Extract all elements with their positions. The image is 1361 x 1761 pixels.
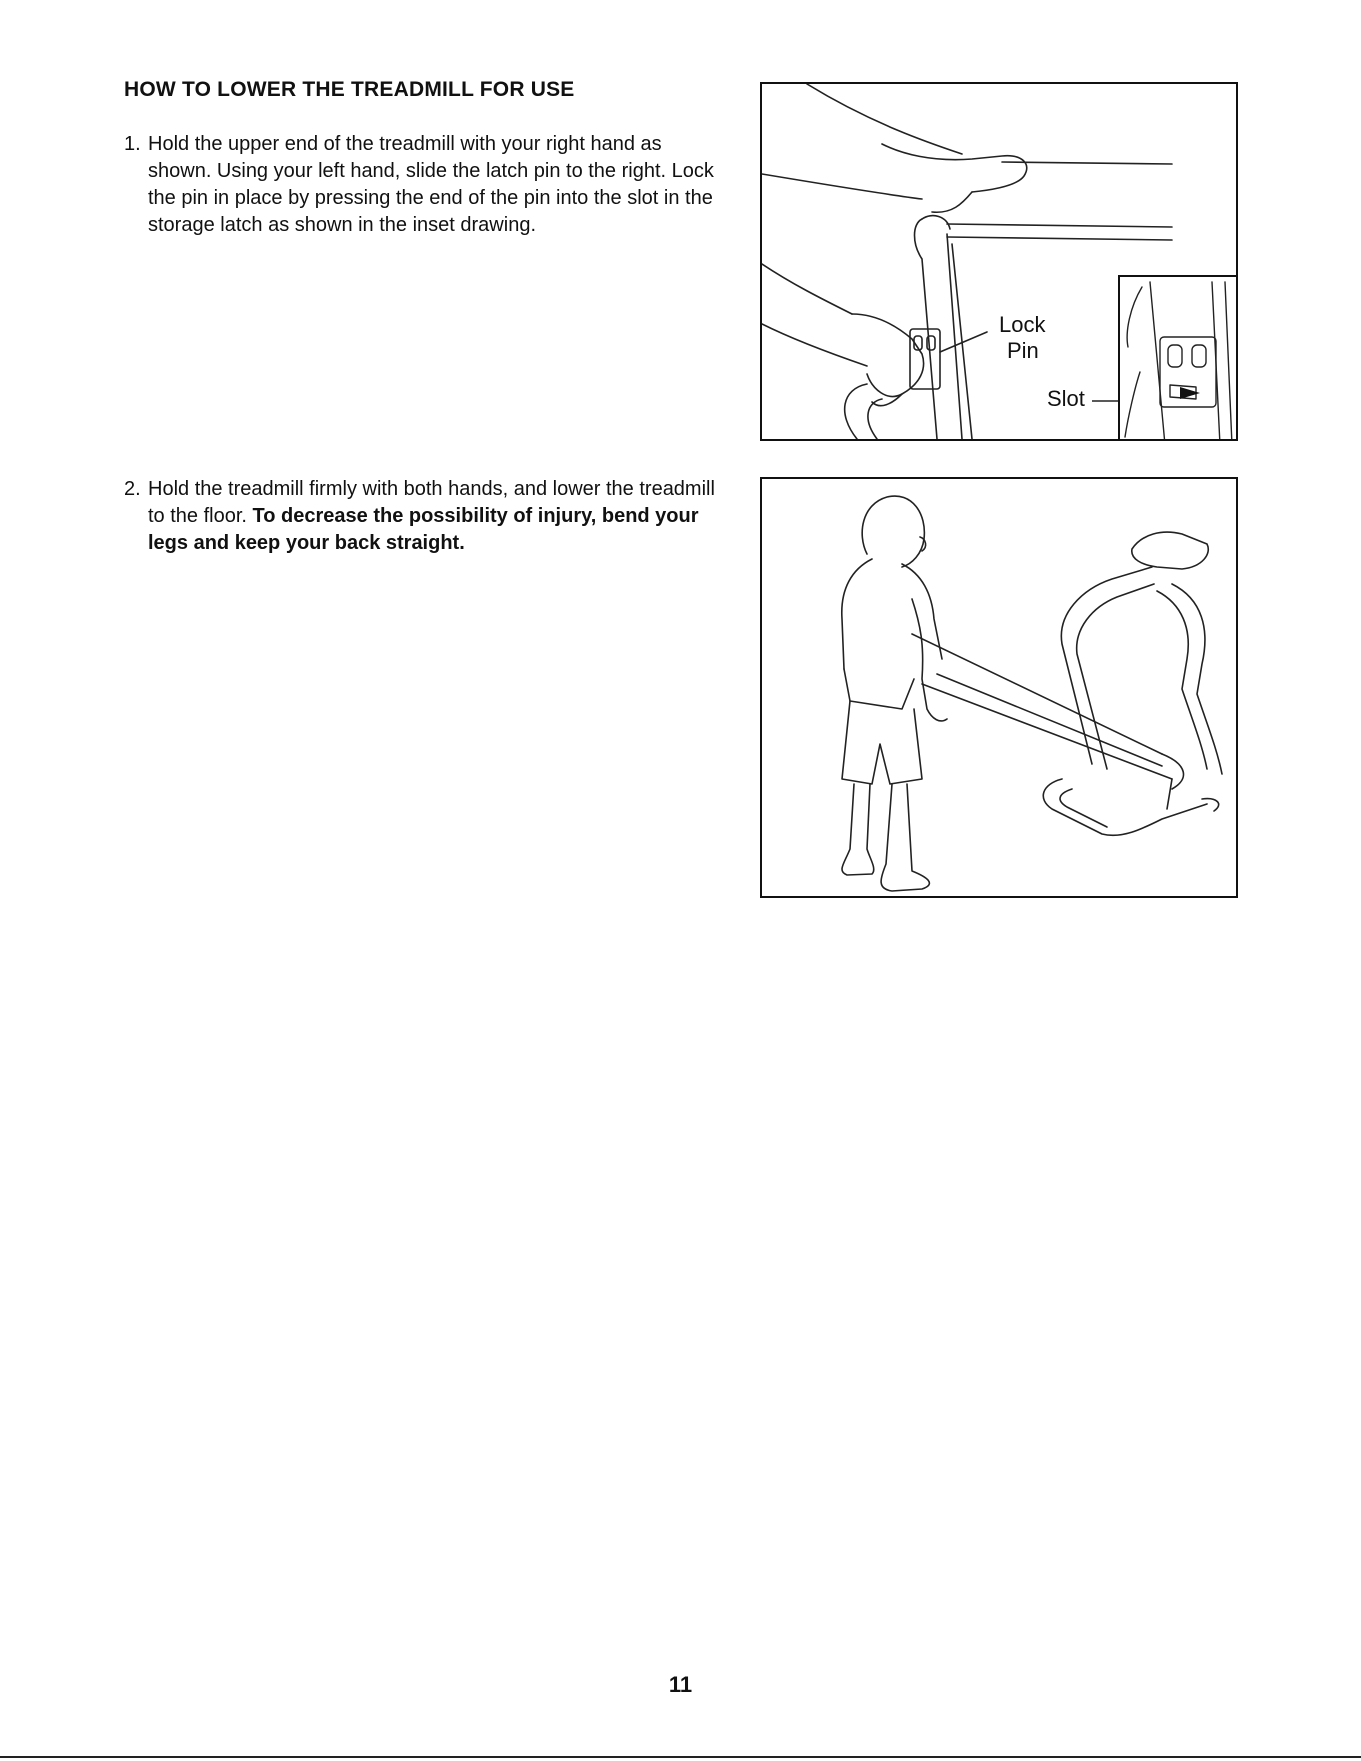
lock-pin-label-pin: Pin (1007, 338, 1039, 363)
section-heading: HOW TO LOWER THE TREADMILL FOR USE (124, 78, 575, 101)
step-2 (124, 476, 724, 557)
lowering-treadmill-drawing (762, 479, 1238, 898)
storage-latch-inset (1118, 275, 1238, 441)
step-2-number: 2. (124, 478, 141, 500)
step-2-body (148, 476, 724, 557)
step-1-number: 1. (124, 133, 141, 155)
page-number: 11 (668, 1672, 693, 1697)
slot-label: Slot (1047, 386, 1085, 411)
step-1-text: Hold the upper end of the treadmill with your right hand as shown. Using your left hand, slide the latch pin to the right. Lock the pin in place by pressing the end of the pin into the slot in the storage latch as shown in the inset drawing. (148, 133, 714, 236)
bottom-rule (0, 1756, 1361, 1758)
lock-pin-label-lock: Lock (999, 312, 1046, 337)
lock-pin-illustration (760, 82, 1238, 441)
lowering-treadmill-illustration (760, 477, 1238, 898)
step-2-warning: To decrease the possibility of injury, bend your legs and keep your back straight. (148, 505, 699, 554)
step-1 (124, 131, 724, 239)
storage-latch-drawing (1120, 277, 1238, 441)
step-2-text: Hold the treadmill firmly with both hands, and lower the treadmill to the floor. (148, 478, 715, 527)
